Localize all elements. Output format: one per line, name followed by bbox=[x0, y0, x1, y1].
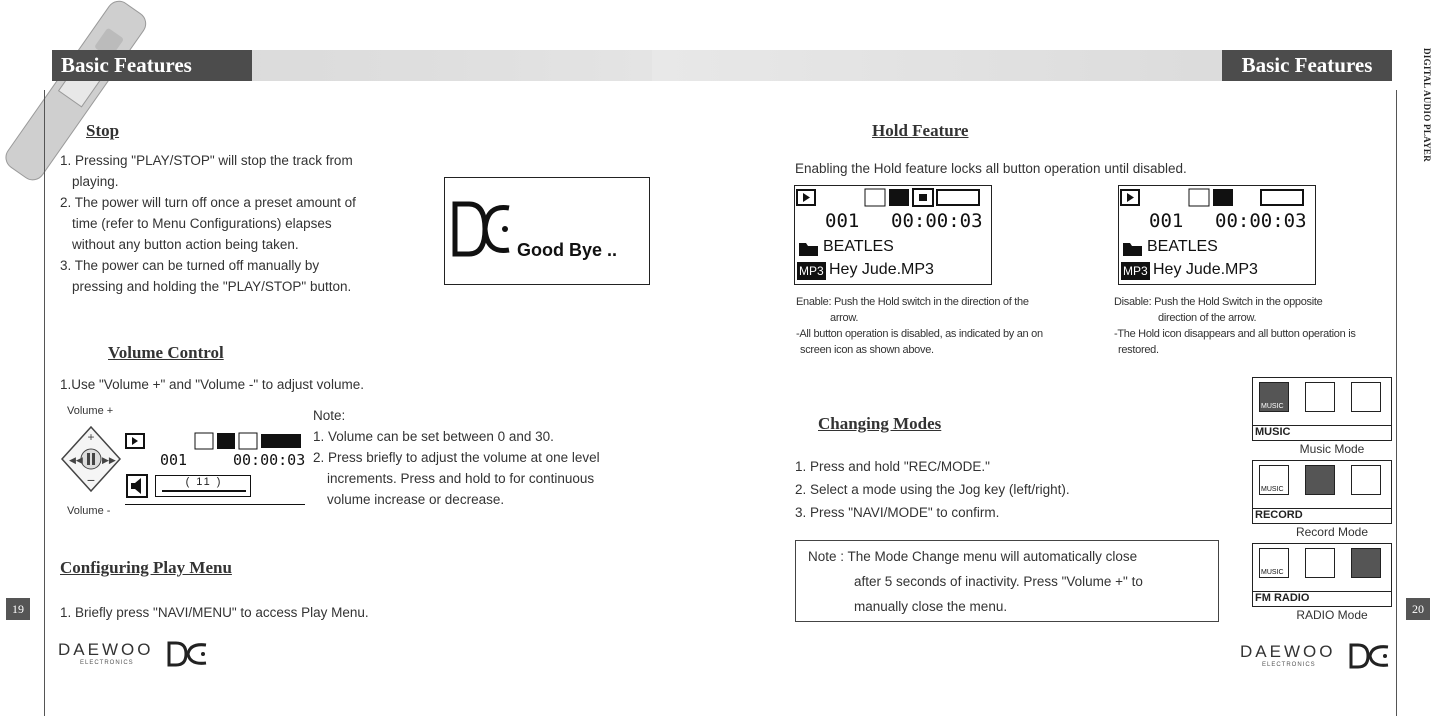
volume-intro: 1.Use "Volume +" and "Volume -" to adjust volume. bbox=[60, 377, 364, 392]
page-number-right: 20 bbox=[1406, 598, 1430, 620]
daewoo-emblem-icon bbox=[1348, 642, 1398, 670]
disable-line: direction of the arrow. bbox=[1158, 312, 1257, 324]
radio-icon bbox=[1351, 382, 1381, 412]
right-margin-line bbox=[1396, 90, 1397, 716]
volume-minus-label: Volume - bbox=[67, 505, 111, 517]
section-title-stop: Stop bbox=[86, 121, 120, 140]
mode-caption: Record Mode bbox=[1295, 525, 1369, 539]
radio-icon bbox=[1351, 465, 1381, 495]
volume-plus-label: Volume + bbox=[67, 405, 114, 417]
daewoo-emblem-icon bbox=[451, 198, 513, 262]
mp3-badge: MP3 bbox=[1123, 264, 1148, 278]
hold-intro: Enabling the Hold feature locks all button operation until disabled. bbox=[795, 161, 1187, 176]
mode-label: FM RADIO bbox=[1255, 592, 1310, 604]
daewoo-emblem-icon bbox=[166, 640, 216, 668]
mode-step: 2. Select a mode using the Jog key (left/right). bbox=[795, 482, 1070, 497]
section-title-play-menu: Configuring Play Menu bbox=[60, 558, 232, 577]
mode-panel-record bbox=[1252, 460, 1392, 524]
disable-line: -The Hold icon disappears and all button operation is bbox=[1114, 328, 1356, 340]
folder-icon bbox=[798, 240, 820, 258]
hold-screen-enabled bbox=[794, 185, 992, 285]
logo-sub: ELECTRONICS bbox=[80, 660, 134, 666]
microphone-icon bbox=[1305, 382, 1335, 412]
disable-line: restored. bbox=[1118, 344, 1159, 356]
mode-caption: RADIO Mode bbox=[1296, 608, 1368, 622]
logo-brand: DAEWOO bbox=[1240, 642, 1336, 661]
enable-line: arrow. bbox=[830, 312, 859, 324]
note-title: Note: bbox=[313, 408, 346, 423]
section-title-hold: Hold Feature bbox=[872, 121, 969, 140]
enable-line: Enable: Push the Hold switch in the direction of the bbox=[796, 296, 1029, 308]
speaker-icon bbox=[125, 471, 153, 501]
page-title-right: Basic Features bbox=[1222, 50, 1392, 81]
svg-text:−: − bbox=[86, 472, 96, 488]
note-line: increments. Press and hold to for continuous bbox=[327, 471, 595, 486]
section-title-modes: Changing Modes bbox=[818, 414, 942, 433]
note-line: Note : The Mode Change menu will automatically close bbox=[808, 549, 1138, 564]
daewoo-logo-left bbox=[58, 638, 218, 672]
goodbye-text: Good Bye .. bbox=[517, 240, 618, 260]
note-line: volume increase or decrease. bbox=[327, 492, 505, 507]
mode-label: RECORD bbox=[1255, 509, 1303, 521]
section-title-volume: Volume Control bbox=[108, 343, 224, 362]
folder-name: BEATLES bbox=[1147, 238, 1218, 255]
folder-name: BEATLES bbox=[823, 238, 894, 255]
daewoo-logo-right bbox=[1240, 640, 1400, 674]
music-icon: MUSIC bbox=[1259, 382, 1289, 412]
page-number-left: 19 bbox=[6, 598, 30, 620]
logo-sub: ELECTRONICS bbox=[1262, 662, 1316, 668]
stop-instructions bbox=[60, 150, 390, 297]
stop-line: pressing and holding the "PLAY/STOP" button. bbox=[72, 279, 352, 294]
hold-disable-text bbox=[1114, 294, 1394, 358]
logo-brand: DAEWOO bbox=[58, 640, 154, 659]
page-title-left: Basic Features bbox=[52, 50, 252, 81]
note-line: 2. Press briefly to adjust the volume at one level bbox=[313, 450, 600, 465]
mp3-badge: MP3 bbox=[799, 264, 824, 278]
svg-text:◀◀: ◀◀ bbox=[69, 455, 83, 465]
volume-track bbox=[162, 490, 246, 492]
stop-line: 2. The power will turn off once a preset amount of bbox=[60, 195, 356, 210]
volume-level: ( 11 ) bbox=[185, 476, 223, 488]
track-number: 001 bbox=[1149, 210, 1184, 232]
mode-panel-radio bbox=[1252, 543, 1392, 607]
note-line: manually close the menu. bbox=[854, 599, 1008, 614]
hold-screen-disabled bbox=[1118, 185, 1316, 285]
microphone-icon bbox=[1305, 465, 1335, 495]
enable-line: screen icon as shown above. bbox=[800, 344, 934, 356]
radio-icon bbox=[1351, 548, 1381, 578]
mode-step: 3. Press "NAVI/MODE" to confirm. bbox=[795, 505, 1000, 520]
mode-steps bbox=[795, 455, 1070, 524]
note-line: after 5 seconds of inactivity. Press "Volume +" to bbox=[854, 574, 1143, 589]
file-name: Hey Jude.MP3 bbox=[1153, 261, 1258, 278]
stop-line: without any button action being taken. bbox=[72, 237, 299, 252]
status-icons bbox=[1119, 187, 1315, 209]
file-name: Hey Jude.MP3 bbox=[829, 261, 934, 278]
play-menu-text: 1. Briefly press "NAVI/MENU" to access Play Menu. bbox=[60, 605, 369, 620]
stop-line: 1. Pressing "PLAY/STOP" will stop the track from bbox=[60, 153, 353, 168]
side-label: DIGITAL AUDIO PLAYER bbox=[1422, 48, 1432, 163]
enable-line: -All button operation is disabled, as indicated by an on bbox=[796, 328, 1043, 340]
play-time: 00:00:03 bbox=[233, 451, 306, 469]
volume-level-box bbox=[155, 475, 251, 497]
disable-line: Disable: Push the Hold Switch in the opposite bbox=[1114, 296, 1323, 308]
folder-icon bbox=[1122, 240, 1144, 258]
track-number: 001 bbox=[825, 210, 860, 232]
volume-notes bbox=[313, 405, 653, 510]
hold-enable-text bbox=[796, 294, 1086, 358]
status-icons bbox=[125, 432, 305, 452]
mode-note-box bbox=[795, 540, 1219, 622]
status-icons bbox=[795, 187, 991, 209]
jog-dial-icon bbox=[60, 425, 122, 493]
mode-panel-music bbox=[1252, 377, 1392, 441]
track-number: 001 bbox=[160, 451, 188, 469]
stop-line: 3. The power can be turned off manually by bbox=[60, 258, 320, 273]
stop-line: playing. bbox=[72, 174, 119, 189]
left-margin-line bbox=[44, 90, 45, 716]
svg-text:▶▶: ▶▶ bbox=[102, 455, 116, 465]
goodbye-screen bbox=[444, 177, 650, 285]
stop-line: time (refer to Menu Configurations) elapses bbox=[72, 216, 332, 231]
play-time: 00:00:03 bbox=[891, 210, 983, 232]
note-line: 1. Volume can be set between 0 and 30. bbox=[313, 429, 554, 444]
volume-screen bbox=[125, 432, 305, 508]
microphone-icon bbox=[1305, 548, 1335, 578]
play-time: 00:00:03 bbox=[1215, 210, 1307, 232]
svg-text:+: + bbox=[87, 430, 95, 444]
screen-underline bbox=[125, 504, 305, 505]
music-icon: MUSIC bbox=[1259, 548, 1289, 578]
mode-panels bbox=[1252, 377, 1392, 639]
mode-label: MUSIC bbox=[1255, 426, 1291, 438]
mode-caption: Music Mode bbox=[1299, 442, 1365, 456]
mode-step: 1. Press and hold "REC/MODE." bbox=[795, 459, 990, 474]
music-icon: MUSIC bbox=[1259, 465, 1289, 495]
